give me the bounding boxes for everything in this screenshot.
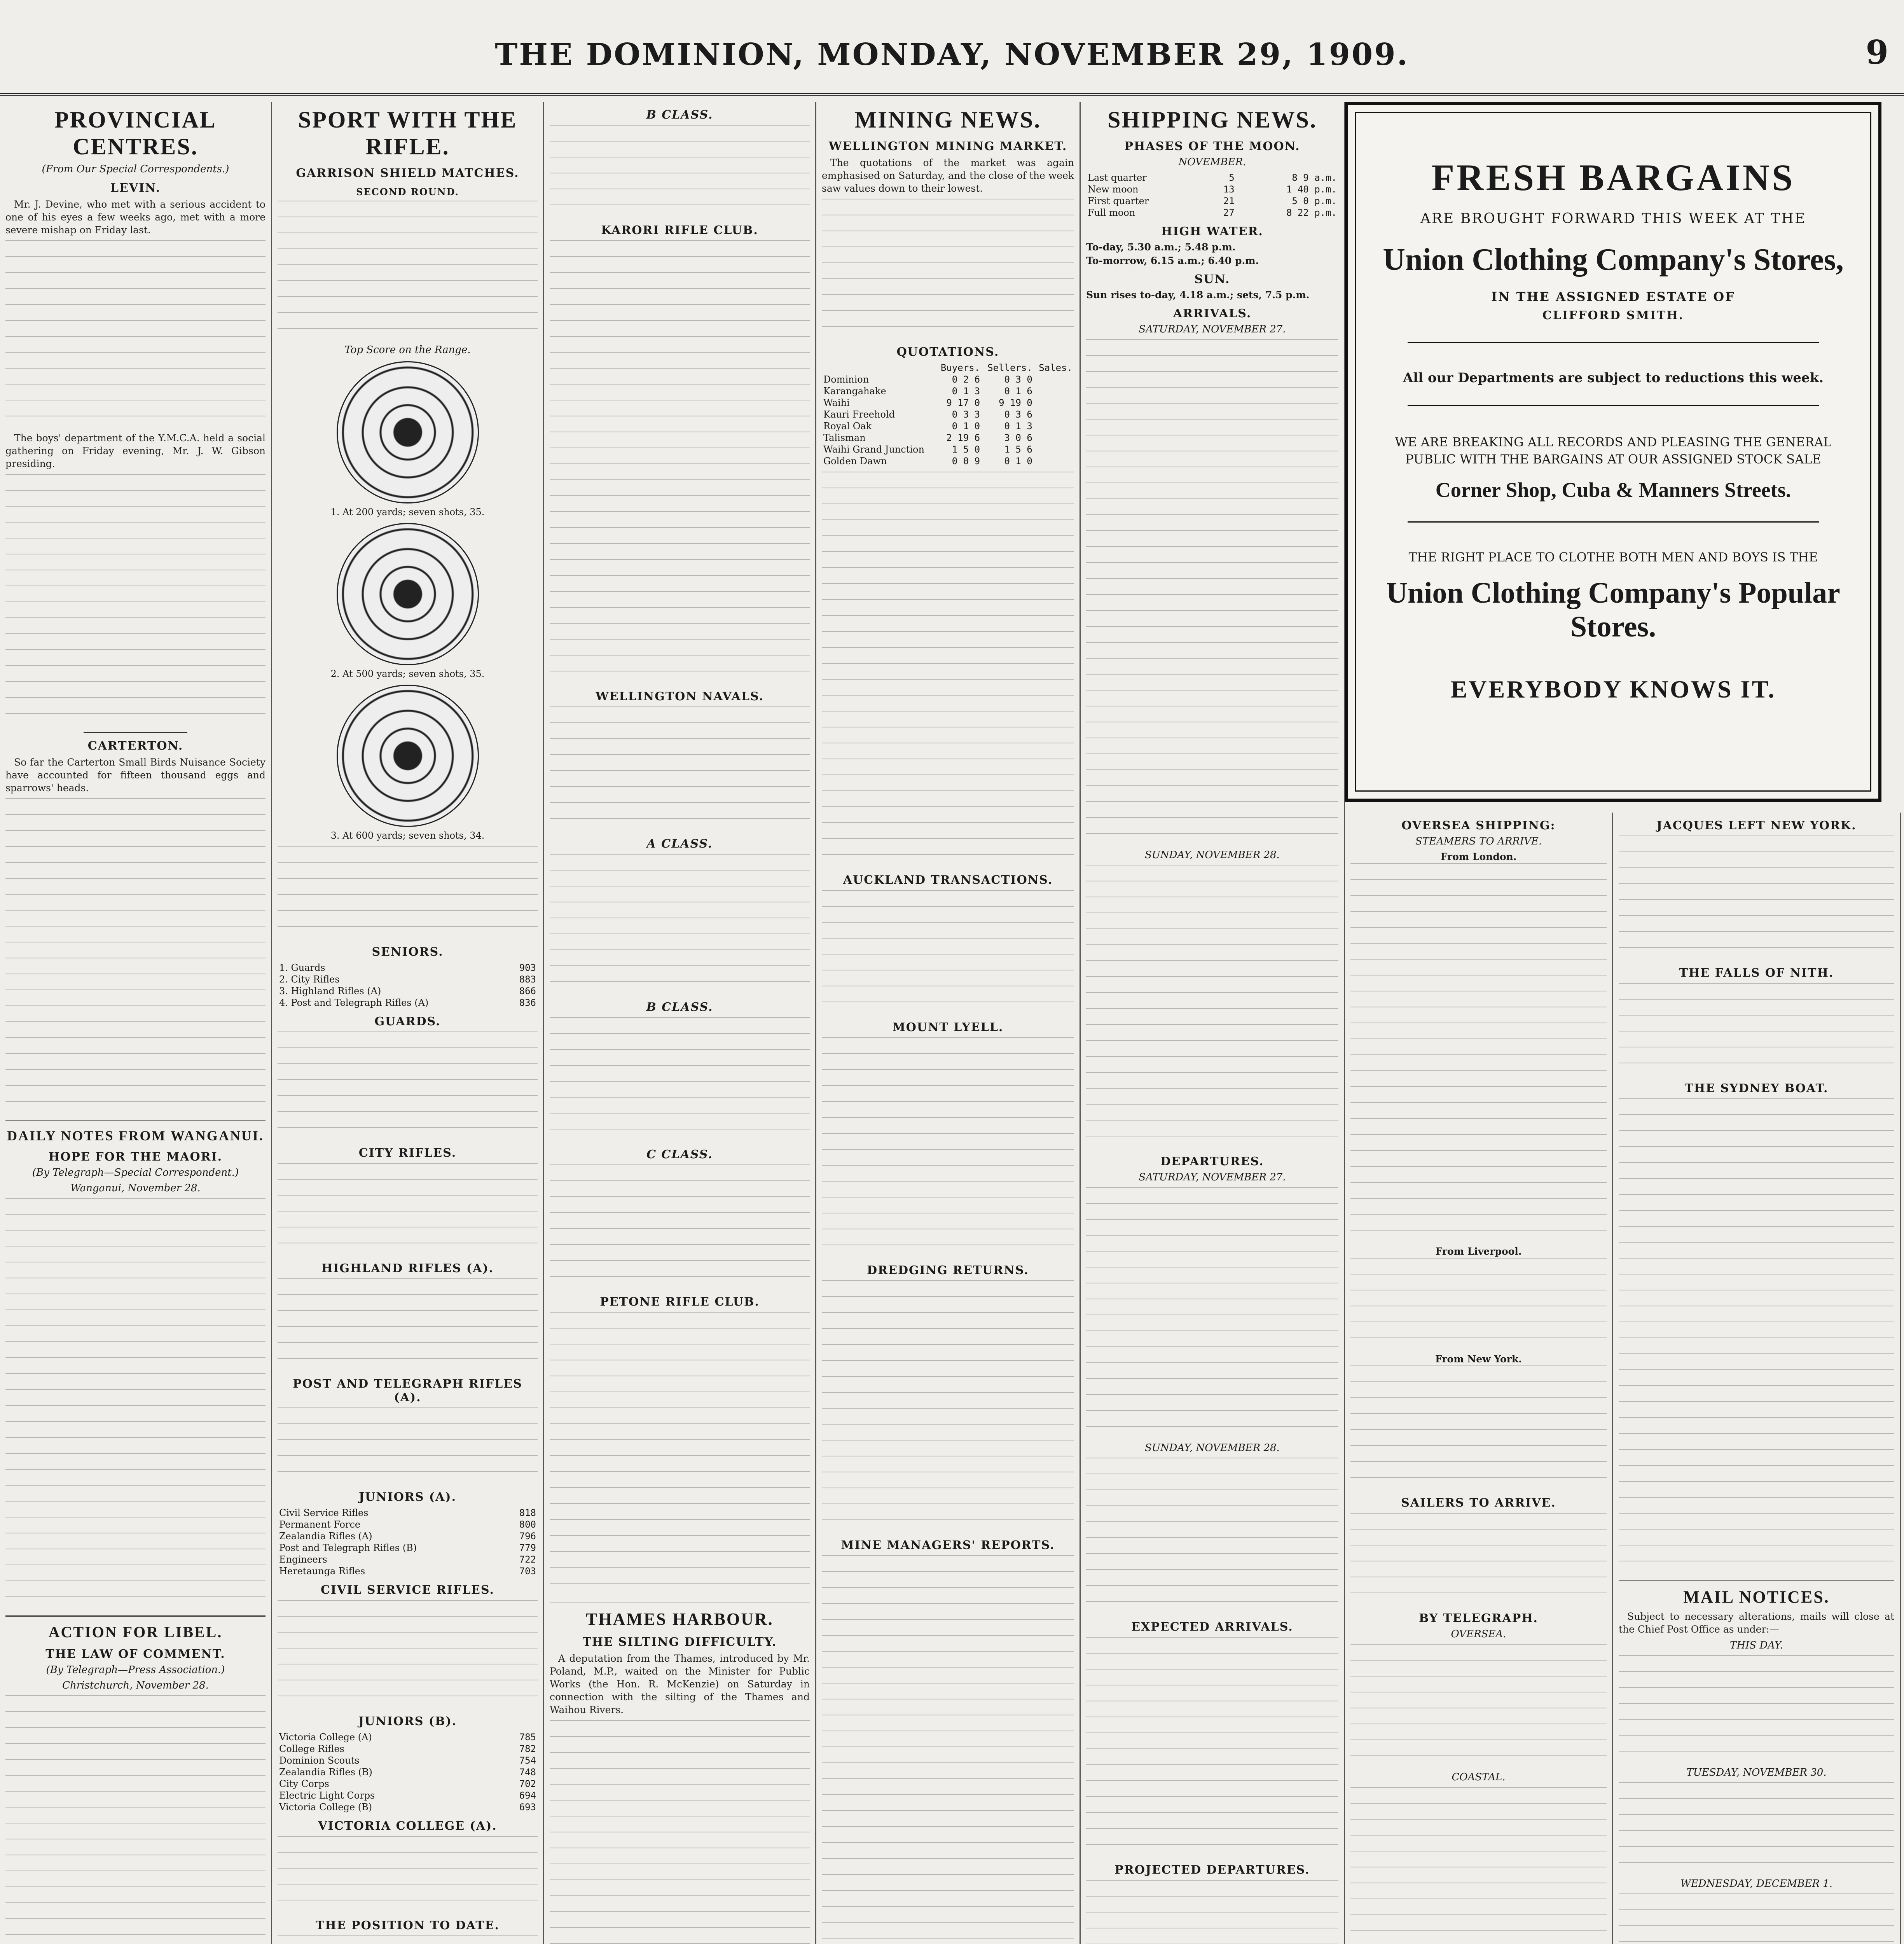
column-shipping — [1081, 102, 1345, 1944]
newspaper-title: THE DOMINION, MONDAY, NOVEMBER 29, 1909. — [495, 37, 1409, 72]
article-heading-lyell: MOUNT LYELL. — [892, 1021, 1004, 1034]
table-heading: CIVIL SERVICE RIFLES. — [321, 1583, 494, 1597]
table-heading-seniors: SENIORS. — [372, 945, 444, 959]
ad-headline: FRESH BARGAINS — [1431, 157, 1795, 198]
quotations-table — [822, 362, 1074, 467]
juniors-b-table — [278, 1731, 538, 1813]
ad-tagline: EVERYBODY KNOWS IT. — [1450, 675, 1776, 703]
ad-text: ARE BROUGHT FORWARD THIS WEEK AT THE — [1420, 211, 1806, 227]
section-heading-provincial: PROVINCIAL CENTRES. — [54, 107, 217, 159]
article-heading-libel: ACTION FOR LIBEL. — [48, 1623, 223, 1641]
table-row: Royal Oak 0 1 0 0 1 3 — [823, 421, 1032, 432]
table-row: Electric Light Corps 694 — [279, 1790, 536, 1801]
target-figure-3 — [278, 685, 538, 841]
table-row: Dominion 0 2 6 0 3 0 — [823, 374, 1032, 385]
ad-text: WE ARE BREAKING ALL RECORDS AND PLEASING THE GENERAL PUBLIC WITH THE BARGAINS AT OUR ASSIGNED STOCK SALE — [1395, 435, 1832, 467]
article-text: A deputation from the Thames, introduced by Mr. Poland, M.P., waited on the Minister for Public Works (the Hon. R. McKenzie) on Saturday in connection with the silting of the Thames and Waihou Rivers. — [550, 1653, 810, 1715]
moon-month: NOVEMBER. — [1178, 156, 1246, 168]
sun-times: Sun rises to-day, 4.18 a.m.; sets, 7.5 p.m. — [1086, 289, 1310, 301]
section-subtitle: (From Our Special Correspondents.) — [42, 163, 229, 175]
target-caption: 3. At 600 yards; seven shots, 34. — [330, 830, 485, 841]
page-number: 9 — [1866, 33, 1888, 72]
table-row: 1. Guards 903 — [279, 962, 536, 973]
article-text: The boys' department of the Y.M.C.A. held a social gathering on Friday evening, Mr. J. W. Gibson presiding. — [5, 432, 266, 469]
target-caption: 2. At 500 yards; seven shots, 35. — [330, 668, 485, 679]
origin-label: From Liverpool. — [1435, 1246, 1522, 1257]
article-heading-wanganui: DAILY NOTES FROM WANGANUI. — [7, 1128, 264, 1143]
article-heading-projected: PROJECTED DEPARTURES. — [1114, 1863, 1310, 1877]
ad-store-name: Union Clothing Company's Popular Stores. — [1386, 577, 1840, 643]
juniors-table — [278, 1507, 538, 1577]
arrivals-date: SUNDAY, NOVEMBER 28. — [1145, 849, 1280, 861]
section-heading-mail: MAIL NOTICES. — [1683, 1587, 1830, 1607]
target-figure-2 — [278, 523, 538, 679]
article-dateline: Wanganui, November 28. — [70, 1182, 201, 1194]
table-row: New moon 13 1 40 p.m. — [1088, 184, 1337, 195]
article-subheading: WELLINGTON MINING MARKET. — [828, 140, 1067, 153]
targets-heading: Top Score on the Range. — [344, 344, 471, 356]
article-heading-thames: THAMES HARBOUR. — [586, 1610, 774, 1629]
table-row: Civil Service Rifles 818 — [279, 1507, 536, 1518]
article-dateline: Christchurch, November 28. — [62, 1680, 209, 1691]
article-subheading: HIGH WATER. — [1161, 225, 1263, 238]
table-row: Victoria College (B) 693 — [279, 1802, 536, 1813]
article-text: Subject to necessary alterations, mails will close at the Chief Post Office as under:— — [1619, 1611, 1894, 1635]
arrivals-date: SATURDAY, NOVEMBER 27. — [1139, 323, 1286, 335]
column-provincial — [0, 102, 272, 1944]
table-heading: VICTORIA COLLEGE (A). — [318, 1819, 497, 1833]
column-rifle-continued — [544, 102, 816, 1944]
article-subheading: STEAMERS TO ARRIVE. — [1415, 836, 1542, 847]
table-heading: CITY RIFLES. — [358, 1146, 457, 1160]
masthead — [0, 0, 1904, 96]
table-row: Dominion Scouts 754 — [279, 1755, 536, 1766]
article-text: Mr. J. Devine, who met with a serious accident to one of his eyes a few weeks ago, met with a more severe mishap on Friday last. — [5, 199, 266, 236]
article-text: So far the Carterton Small Birds Nuisance Society have accounted for fifteen thousand eggs and sparrows' heads. — [5, 757, 266, 794]
mail-day: TUESDAY, NOVEMBER 30. — [1686, 1767, 1827, 1778]
table-header-row: Buyers. Sellers. Sales. — [940, 362, 1073, 373]
target-image — [337, 361, 479, 503]
article-credit: (By Telegraph—Press Association.) — [46, 1664, 225, 1676]
article-heading-arrivals: ARRIVALS. — [1173, 307, 1252, 320]
table-row: College Rifles 782 — [279, 1743, 536, 1754]
article-heading-levin: LEVIN. — [110, 181, 161, 195]
column-oversea-shipping — [1345, 813, 1613, 1944]
table-row: Engineers 722 — [279, 1554, 536, 1565]
section-heading-shipping: SHIPPING NEWS. — [1107, 107, 1317, 133]
article-heading-sailers: SAILERS TO ARRIVE. — [1401, 1496, 1556, 1510]
article-subheading: OVERSEA. — [1451, 1628, 1506, 1640]
table-heading: C CLASS. — [646, 1148, 713, 1161]
article-subheading: SECOND ROUND. — [356, 186, 459, 198]
table-row: Heretaunga Rifles 703 — [279, 1566, 536, 1577]
table-heading: A CLASS. — [646, 837, 713, 851]
article-subheading: THE LAW OF COMMENT. — [45, 1647, 225, 1661]
target-figure-1 — [278, 361, 538, 517]
table-row: City Corps 702 — [279, 1778, 536, 1789]
ad-address: Corner Shop, Cuba & Manners Streets. — [1435, 478, 1791, 502]
table-row: Zealandia Rifles (B) 748 — [279, 1767, 536, 1778]
table-heading-quotations: QUOTATIONS. — [896, 345, 999, 359]
article-heading-telegraph: BY TELEGRAPH. — [1418, 1612, 1538, 1625]
table-heading: HIGHLAND RIFLES (A). — [321, 1262, 494, 1275]
departures-date: SUNDAY, NOVEMBER 28. — [1145, 1442, 1280, 1454]
article-heading-managers: MINE MANAGERS' REPORTS. — [841, 1538, 1055, 1552]
table-row: Post and Telegraph Rifles (B) 779 — [279, 1542, 536, 1553]
departures-date: SATURDAY, NOVEMBER 27. — [1139, 1171, 1286, 1183]
table-row: Permanent Force 800 — [279, 1519, 536, 1530]
table-row: Karangahake 0 1 3 0 1 6 — [823, 386, 1032, 397]
section-heading-rifle: SPORT WITH THE RIFLE. — [298, 107, 517, 159]
article-credit: (By Telegraph—Special Correspondent.) — [32, 1167, 239, 1178]
ad-text: IN THE ASSIGNED ESTATE OF — [1491, 289, 1735, 304]
table-row: Victoria College (A) 785 — [279, 1732, 536, 1743]
table-row: 3. Highland Rifles (A) 866 — [279, 986, 536, 996]
table-heading-juniors: JUNIORS (A). — [358, 1490, 457, 1504]
table-row: Talisman 2 19 6 3 0 6 — [823, 432, 1032, 443]
moon-table — [1086, 172, 1338, 219]
high-water-today: To-day, 5.30 a.m.; 5.48 p.m. — [1086, 241, 1236, 253]
seniors-table — [278, 962, 538, 1009]
origin-label: From New York. — [1435, 1353, 1522, 1365]
article-heading-auckland: AUCKLAND TRANSACTIONS. — [843, 873, 1053, 887]
article-subheading: GARRISON SHIELD MATCHES. — [296, 166, 519, 180]
column-mining — [816, 102, 1081, 1944]
table-heading: POST AND TELEGRAPH RIFLES (A). — [293, 1377, 522, 1404]
article-heading-karori: KARORI RIFLE CLUB. — [601, 224, 758, 237]
article-subheading: HOPE FOR THE MAORI. — [48, 1150, 223, 1164]
table-heading: THE POSITION TO DATE. — [316, 1919, 500, 1932]
ad-text: CLIFFORD SMITH. — [1542, 309, 1684, 322]
article-heading-petone: PETONE RIFLE CLUB. — [600, 1295, 760, 1309]
table-row: Zealandia Rifles (A) 796 — [279, 1531, 536, 1542]
article-heading-departures: DEPARTURES. — [1160, 1155, 1264, 1168]
article-heading-carterton: CARTERTON. — [87, 739, 183, 753]
table-row: Kauri Freehold 0 3 3 0 3 6 — [823, 409, 1032, 420]
target-caption: 1. At 200 yards; seven shots, 35. — [330, 507, 485, 517]
article-heading-navals: WELLINGTON NAVALS. — [595, 690, 764, 703]
ad-store-name: Union Clothing Company's Stores, — [1383, 243, 1844, 277]
ad-text: All our Departments are subject to reductions this week. — [1403, 370, 1824, 386]
section-heading-mining: MINING NEWS. — [854, 107, 1041, 133]
table-heading: B CLASS. — [646, 108, 713, 122]
table-row: Full moon 27 8 22 p.m. — [1088, 207, 1337, 218]
column-rifle — [272, 102, 544, 1944]
mail-day: THIS DAY. — [1729, 1640, 1783, 1651]
mail-day: WEDNESDAY, DECEMBER 1. — [1680, 1878, 1833, 1890]
table-row: 2. City Rifles 883 — [279, 974, 536, 985]
article-subheading: COASTAL. — [1452, 1771, 1506, 1783]
article-heading-jacques: JACQUES LEFT NEW YORK. — [1656, 819, 1857, 832]
article-text: The quotations of the market was again emphasised on Saturday, and the close of the week saw values down to their lowest. — [822, 157, 1074, 194]
table-row: Golden Dawn 0 0 9 0 1 0 — [823, 456, 1032, 467]
table-row: Waihi Grand Junction 1 5 0 1 5 6 — [823, 444, 1032, 455]
target-image — [337, 685, 479, 827]
article-heading-dredging: DREDGING RETURNS. — [867, 1264, 1029, 1277]
table-row: First quarter 21 5 0 p.m. — [1088, 196, 1337, 206]
origin-label: From London. — [1440, 851, 1517, 862]
target-image — [337, 523, 479, 665]
high-water-tomorrow: To-morrow, 6.15 a.m.; 6.40 p.m. — [1086, 255, 1259, 266]
article-heading-oversea: OVERSEA SHIPPING: — [1401, 819, 1556, 832]
table-row: Waihi 9 17 0 9 19 0 — [823, 397, 1032, 408]
table-row: 4. Post and Telegraph Rifles (A) 836 — [279, 997, 536, 1008]
column-mail-notices — [1613, 813, 1901, 1944]
article-heading-expected: EXPECTED ARRIVALS. — [1131, 1620, 1293, 1634]
advertisement-union-clothing — [1345, 102, 1881, 802]
article-heading-sydney: THE SYDNEY BOAT. — [1684, 1082, 1829, 1095]
article-subheading: SUN. — [1194, 273, 1230, 286]
table-heading: GUARDS. — [374, 1015, 441, 1028]
article-heading-falls: THE FALLS OF NITH. — [1679, 966, 1834, 980]
table-heading-juniors-b: JUNIORS (B). — [358, 1715, 457, 1728]
article-subheading: THE SILTING DIFFICULTY. — [582, 1635, 777, 1649]
table-row: Last quarter 5 8 9 a.m. — [1088, 172, 1337, 183]
ad-text: THE RIGHT PLACE TO CLOTHE BOTH MEN AND BOYS IS THE — [1408, 550, 1818, 565]
article-subheading: PHASES OF THE MOON. — [1124, 140, 1300, 153]
table-heading: B CLASS. — [646, 1000, 713, 1014]
